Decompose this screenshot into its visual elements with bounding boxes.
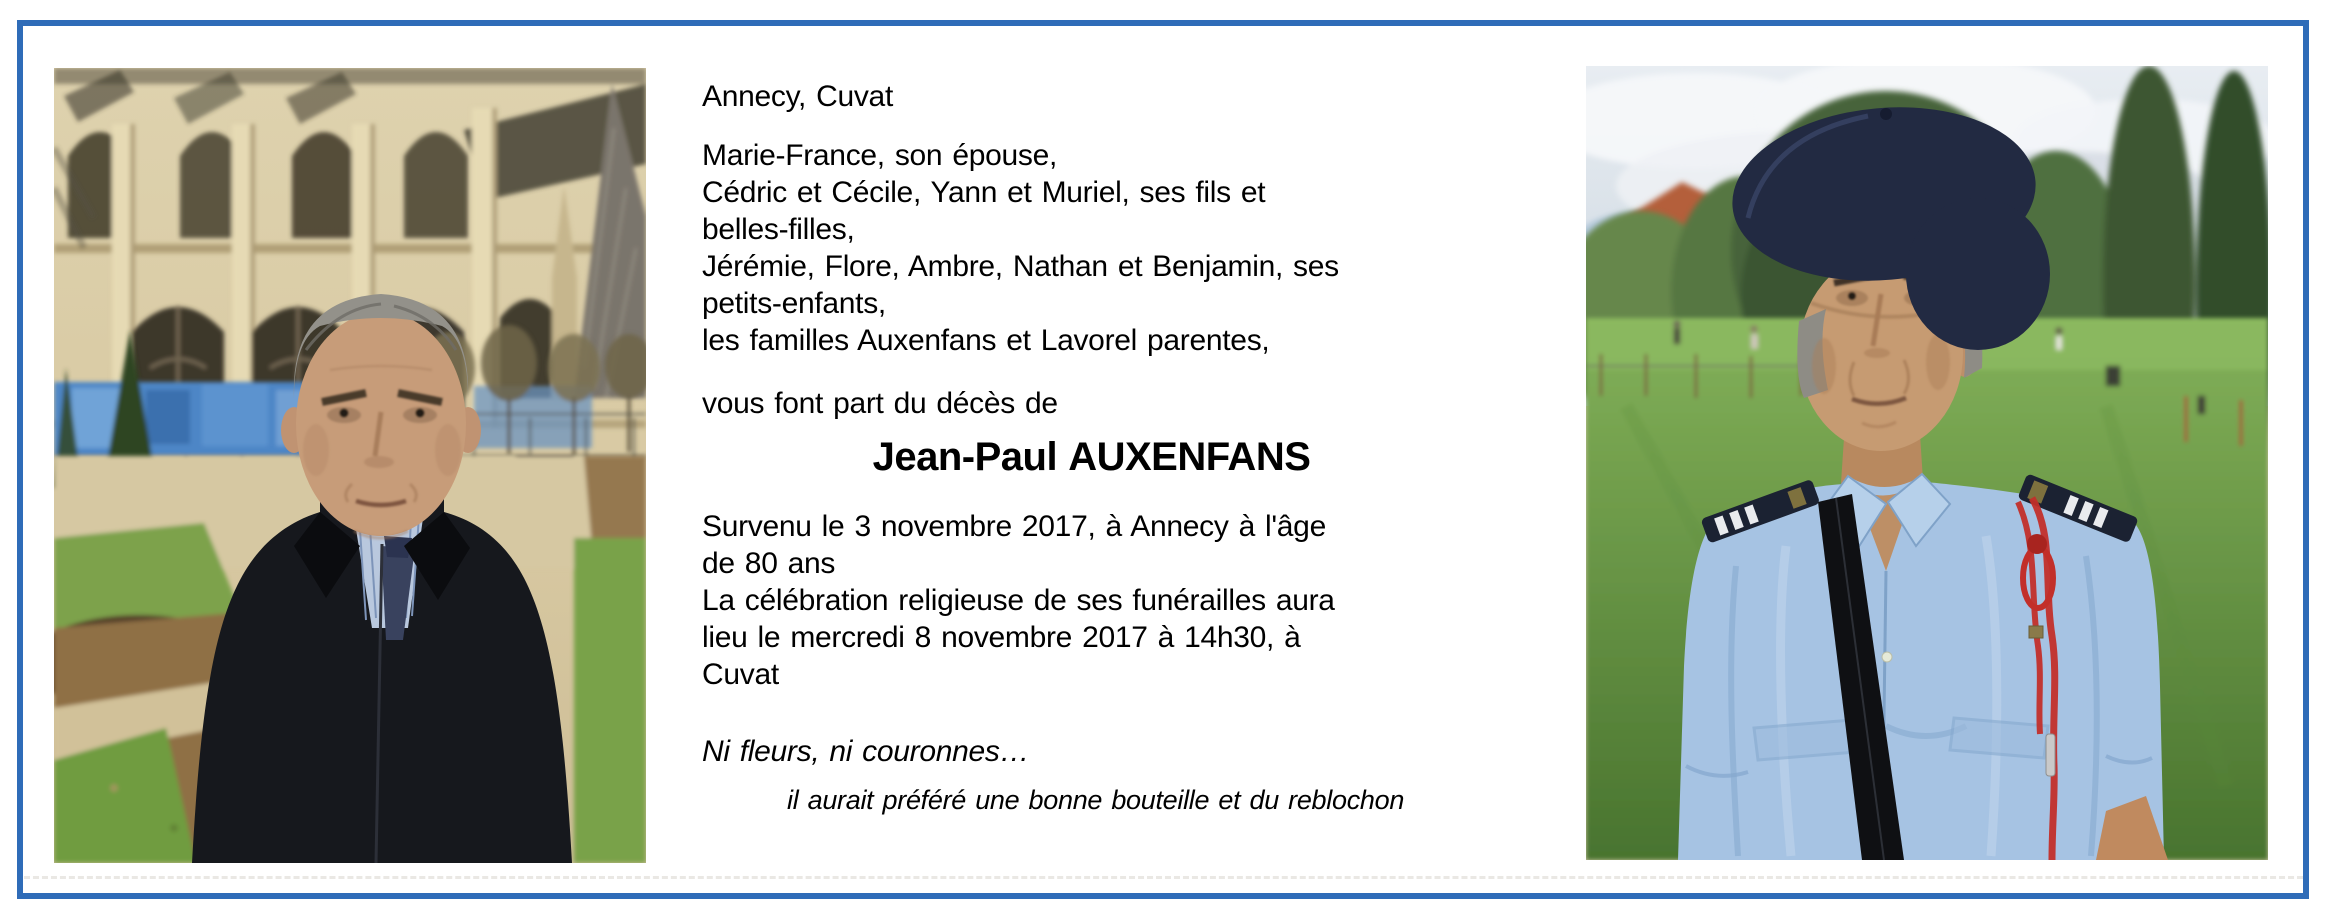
epitaph-line: Ni fleurs, ni couronnes…	[702, 735, 1030, 768]
family-lines	[702, 137, 1447, 359]
location-line: Annecy, Cuvat	[702, 80, 893, 113]
left-photo-illustration	[54, 68, 646, 863]
photo-man-uniform-beret-park	[1586, 66, 2268, 860]
detail-line: Cuvat	[702, 658, 779, 691]
epitaph-subline: il aurait préféré une bonne bouteille et du reblochon	[787, 785, 1405, 815]
detail-line: La célébration religieuse de ses funérailles aura	[702, 584, 1335, 617]
detail-line: lieu le mercredi 8 novembre 2017 à 14h30, à	[702, 621, 1301, 654]
photo-man-dark-coat-cathedral	[54, 68, 646, 863]
family-line: Marie-France, son épouse,	[702, 139, 1058, 172]
intro-line: vous font part du décès de	[702, 387, 1058, 420]
family-line: les familles Auxenfans et Lavorel parentes,	[702, 324, 1270, 357]
announcement-text	[702, 78, 1447, 817]
detail-line: Survenu le 3 novembre 2017, à Annecy à l'âge	[702, 510, 1326, 543]
right-photo-illustration	[1586, 66, 2268, 860]
family-line: petits-enfants,	[702, 287, 886, 320]
detail-lines	[702, 508, 1447, 693]
family-line: Jérémie, Flore, Ambre, Nathan et Benjamin, ses	[702, 250, 1339, 283]
family-line: belles-filles,	[702, 213, 855, 246]
deceased-name: Jean-Paul AUXENFANS	[872, 435, 1311, 479]
family-line: Cédric et Cécile, Yann et Muriel, ses fils et	[702, 176, 1266, 209]
detail-line: de 80 ans	[702, 547, 836, 580]
faint-bottom-rule	[24, 876, 2303, 879]
